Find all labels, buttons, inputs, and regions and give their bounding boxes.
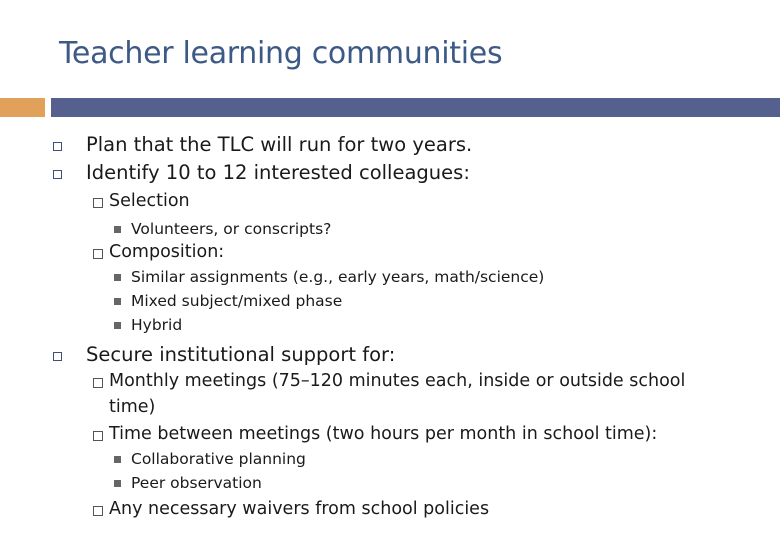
sub-bullet-monthly-meetings: Monthly meetings (75–120 minutes each, inside or outside school [109, 371, 686, 391]
hollow-square-bullet-icon [53, 170, 62, 179]
checkbox-bullet-icon [93, 249, 103, 259]
sub-bullet-composition: Composition: [109, 242, 225, 262]
filled-square-bullet-icon [114, 274, 121, 281]
hollow-square-bullet-icon [53, 352, 62, 361]
sub-sub-bullet-collaborative-planning: Collaborative planning [131, 450, 306, 468]
bullet-institutional-support: Secure institutional support for: [86, 343, 396, 366]
bullet-identify-colleagues: Identify 10 to 12 interested colleagues: [86, 161, 470, 184]
sub-bullet-monthly-meetings-continued: time) [109, 397, 156, 417]
hollow-square-bullet-icon [53, 142, 62, 151]
title-underline-bar [51, 98, 780, 117]
sub-sub-bullet-similar-assignments: Similar assignments (e.g., early years, math/science) [131, 268, 545, 286]
filled-square-bullet-icon [114, 298, 121, 305]
sub-bullet-time-between-meetings: Time between meetings (two hours per month in school time): [109, 424, 658, 444]
filled-square-bullet-icon [114, 226, 121, 233]
accent-bar [0, 98, 45, 117]
checkbox-bullet-icon [93, 198, 103, 208]
sub-sub-bullet-volunteers: Volunteers, or conscripts? [131, 220, 332, 238]
sub-bullet-waivers: Any necessary waivers from school policies [109, 499, 490, 519]
filled-square-bullet-icon [114, 480, 121, 487]
checkbox-bullet-icon [93, 506, 103, 516]
sub-sub-bullet-peer-observation: Peer observation [131, 474, 262, 492]
sub-bullet-selection: Selection [109, 191, 190, 211]
slide-title: Teacher learning communities [59, 36, 503, 71]
checkbox-bullet-icon [93, 431, 103, 441]
filled-square-bullet-icon [114, 322, 121, 329]
bullet-plan-two-years: Plan that the TLC will run for two years. [86, 133, 473, 156]
sub-sub-bullet-mixed-subject: Mixed subject/mixed phase [131, 292, 343, 310]
checkbox-bullet-icon [93, 378, 103, 388]
filled-square-bullet-icon [114, 456, 121, 463]
sub-sub-bullet-hybrid: Hybrid [131, 316, 183, 334]
